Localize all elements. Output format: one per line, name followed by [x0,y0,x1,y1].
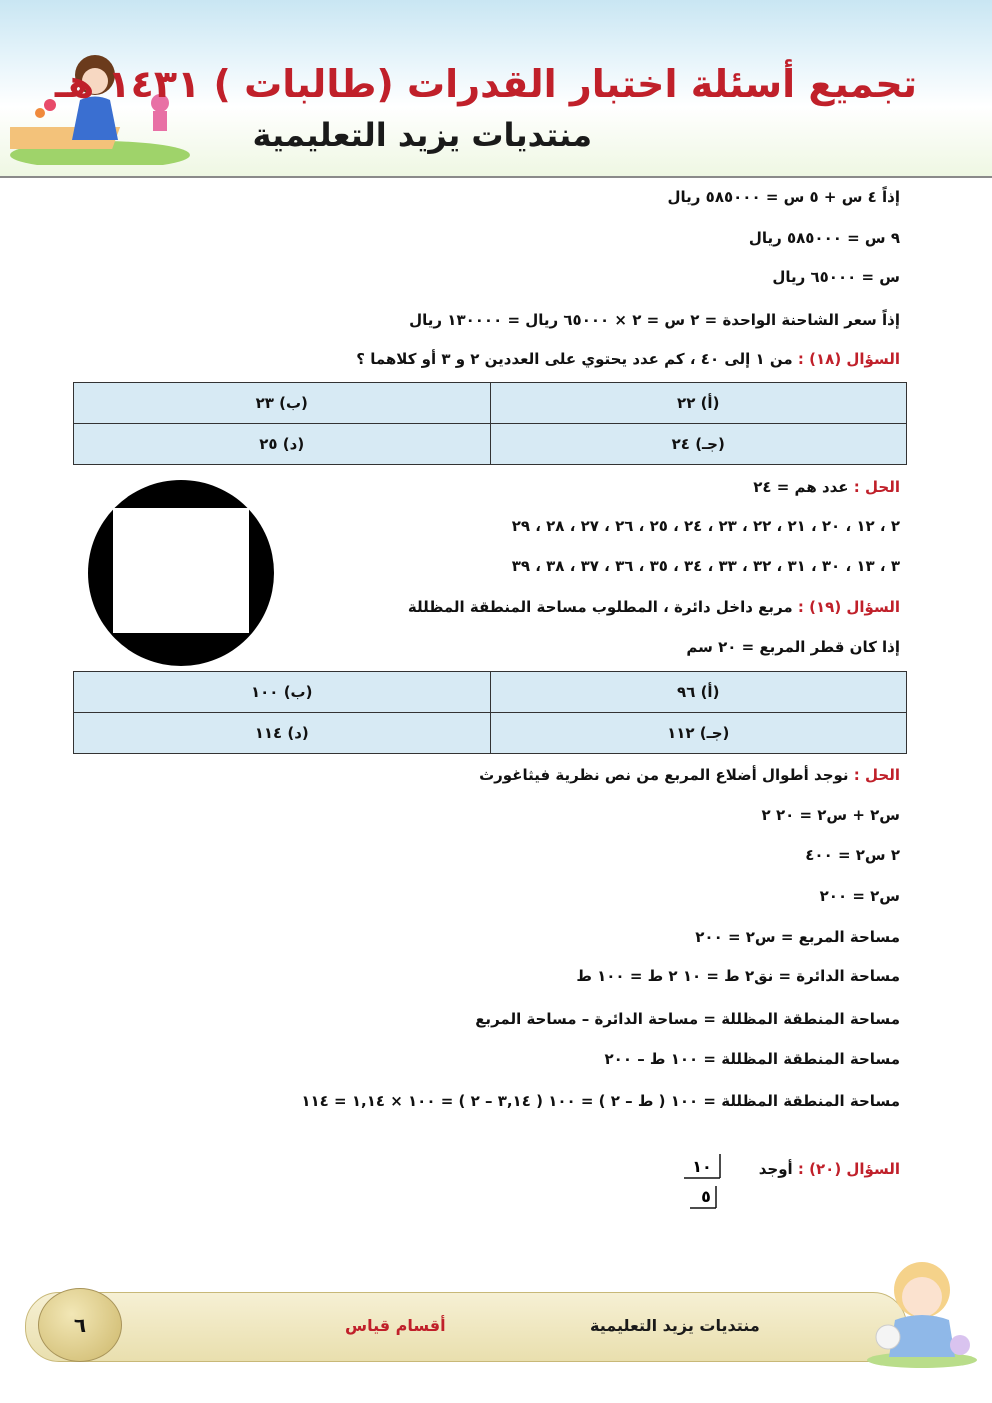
question-label: السؤال (١٩) : [797,598,900,616]
option-a[interactable]: (أ) ٩٦ [490,672,907,713]
page-header [0,0,992,178]
option-d[interactable]: (د) ٢٥ [74,424,491,465]
question-label: السؤال (٢٠) : [797,1160,900,1178]
solution-step: س٢ + س٢ = ٢٠ ٢ [761,806,900,824]
question-label: السؤال (١٨) : [797,350,900,368]
solution-19 [479,766,900,784]
page-title: تجميع أسئلة اختبار القدرات (طالبات ) ١٤٣١ هـ [54,62,917,106]
solution-line: ٢ ، ١٢ ، ٢٠ ، ٢١ ، ٢٢ ، ٢٣ ، ٢٤ ، ٢٥ ، ٢٦ ، ٢٧ ، ٢٨ ، ٢٩ [511,517,900,535]
option-c[interactable]: (جـ) ١١٢ [490,713,907,754]
intro-line: س = ٦٥٠٠٠ ريال [772,268,900,286]
intro-line: إذاً سعر الشاحنة الواحدة = ٢ س = ٢ × ٦٥٠٠٠ ريال = ١٣٠٠٠٠ ريال [409,311,900,329]
option-d[interactable]: (د) ١١٤ [74,713,491,754]
solution-step: س٢ = ٢٠٠ [819,887,900,905]
intro-line: إذاً ٤ س + ٥ س = ٥٨٥٠٠٠ ريال [667,188,900,206]
denominator: ٥ [701,1187,711,1206]
question-text: أوجد [758,1160,793,1178]
solution-text: عدد هم = ٢٤ [753,478,849,496]
solution-18 [753,478,900,496]
solution-step: ٢ س٢ = ٤٠٠ [805,846,900,864]
solution-step: مساحة المنطقة المظللة = مساحة الدائرة – مساحة المربع [475,1010,900,1028]
header-divider [0,176,992,178]
solution-step: مساحة المنطقة المظللة = ١٠٠ ( ط – ٢ ) = ١٠٠ ( ٣,١٤ – ٢ ) = ١٠٠ × ١,١٤ = ١١٤ [301,1092,900,1110]
page-footer [25,1292,907,1362]
question-text: من ١ إلى ٤٠ ، كم عدد يحتوي على العددين ٢ و ٣ أو كلاهما ؟ [356,350,793,368]
option-b[interactable]: (ب) ٢٣ [74,383,491,424]
solution-label: الحل : [853,766,900,784]
solution-label: الحل : [853,478,900,496]
footer-section: أقسام قياس [345,1316,446,1335]
question-18 [356,350,900,368]
page-subtitle: منتديات يزيد التعليمية [252,116,592,154]
intro-line: ٩ س = ٥٨٥٠٠٠ ريال [748,229,900,247]
options-table-q18 [73,382,907,465]
fraction-figure [680,1150,732,1210]
circle-square-figure [86,478,276,668]
question-given: إذا كان قطر المربع = ٢٠ سم [686,638,900,656]
options-table-q19 [73,671,907,754]
solution-text: نوجد أطوال أضلاع المربع من نص نظرية فيثاغورث [479,766,849,784]
option-c[interactable]: (جـ) ٢٤ [490,424,907,465]
numerator: ١٠ [692,1157,712,1176]
question-20 [759,1160,900,1178]
baby-illustration [860,1245,985,1370]
page-number: ٦ [38,1288,122,1362]
solution-step: مساحة المنطقة المظللة = ١٠٠ ط – ٢٠٠ [604,1050,900,1068]
option-a[interactable]: (أ) ٢٢ [490,383,907,424]
solution-line: ٣ ، ١٣ ، ٣٠ ، ٣١ ، ٣٢ ، ٣٣ ، ٣٤ ، ٣٥ ، ٣٦ ، ٣٧ ، ٣٨ ، ٣٩ [511,557,900,575]
option-b[interactable]: (ب) ١٠٠ [74,672,491,713]
solution-step: مساحة الدائرة = نق٢ ط = ١٠ ٢ ط = ١٠٠ ط [576,967,900,985]
footer-site-name: منتديات يزيد التعليمية [590,1316,760,1335]
solution-step: مساحة المربع = س٢ = ٢٠٠ [695,928,900,946]
question-19 [408,598,900,616]
question-text: مربع داخل دائرة ، المطلوب مساحة المنطقة المظللة [407,598,793,616]
